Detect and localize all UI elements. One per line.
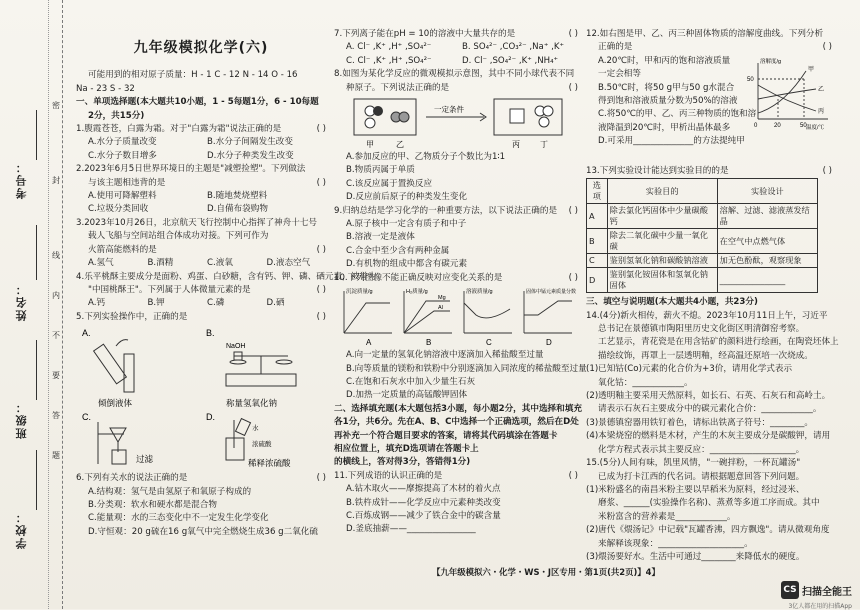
reaction-condition: 一定条件 — [434, 105, 464, 115]
fig-caption-a: 倾倒液体 — [98, 398, 133, 409]
graph-c-caption: C — [486, 338, 492, 348]
name-line — [36, 225, 37, 280]
lab-operations-figure — [76, 324, 326, 472]
cell-design: 加无色酚酞，观察现象 — [717, 254, 817, 268]
question-14-line: 工艺显示，青花瓷是在用含钴矿的颜料进行绘画，在陶瓷坯体上 — [598, 337, 839, 348]
label-jia: 甲 — [366, 140, 374, 150]
sub-question: (4)本梁烧窑的燃料是木材，产生的木灰主要成分是碳酸钾，请用 — [586, 431, 831, 442]
seal-char: 内 — [52, 291, 60, 300]
question-10: 10.下列图像不能正确反映对应变化关系的是 ( ) — [334, 272, 578, 283]
name-label: 姓名： — [15, 282, 28, 321]
graph-a-ylabel: 沉淀质量/g — [346, 289, 373, 296]
question-14: 14.(4分)新火相传，薪火不熄。2023年10月11日上午，习近平 — [586, 310, 828, 321]
table-row — [587, 229, 818, 254]
sub-question: 氧化钴：____________。 — [598, 377, 693, 388]
sub-question: 请表示石灰石主要成分中的碳元素化合价：____________。 — [598, 404, 822, 415]
option: B.溶液一定是液体 — [346, 232, 415, 243]
label-bing: 丙 — [512, 140, 520, 150]
question-8: 8.如图为某化学反应的微观模拟示意图，其中不同小球代表不同 — [334, 69, 575, 80]
question-12: 12.如右图是甲、乙、丙三种固体物质的溶解度曲线。下列分析 — [586, 29, 824, 39]
option: C.能量观：水的三态变化中不一定发生化学变化 — [88, 513, 269, 524]
option: A.原子核中一定含有质子和中子 — [346, 219, 467, 230]
table-row — [587, 204, 818, 229]
option: A.向一定量的氢氧化钠溶液中逐滴加入稀盐酸至过量 — [346, 350, 544, 361]
question-14-line: 总书记在景德镇市陶阳里历史文化街区明清御窑考察。 — [598, 324, 805, 335]
scanner-tagline: 3亿人都在用的扫描App — [788, 603, 852, 610]
option: C.百炼成钢——减少了铁合金中的碳含量 — [346, 510, 501, 521]
q12-block — [586, 55, 832, 165]
question-8-line: 种原子。下列说法正确的是 ( ) — [346, 82, 578, 93]
question-2-line: 与该主题相违背的是 ( ) — [88, 177, 326, 188]
school-label: 学校： — [15, 510, 28, 549]
seal-char: 题 — [52, 451, 60, 460]
option: D.水分子种类发生改变 — [207, 150, 294, 161]
options-row — [76, 136, 326, 149]
option: D.可采用______________的方法提纯甲 — [598, 136, 745, 147]
graph-a — [344, 291, 392, 333]
y-axis-label: 溶解度/g — [760, 58, 782, 65]
option: A.钻木取火——摩擦提高了木材的着火点 — [346, 484, 501, 495]
exam-no-label: 考号： — [15, 160, 28, 199]
option: A.氢气 — [88, 258, 114, 269]
pouring-liquid-illustration — [94, 340, 134, 392]
option: D.硒 — [266, 298, 285, 309]
section-heading: 2分，共15分) — [88, 110, 145, 121]
x-axis-label: 温度/℃ — [806, 124, 825, 131]
question-5: 5.下列实验操作中，正确的是 ( ) — [76, 311, 326, 322]
section-heading: 相应位置上，填充D选项请在答题卡上 — [334, 443, 479, 454]
molecule-ding — [535, 106, 553, 127]
x-tick: 20 — [774, 122, 781, 129]
table-row — [587, 254, 818, 268]
filtration-illustration — [98, 422, 126, 464]
option: D.液态空气 — [266, 258, 311, 269]
section-heading: 三、填空与说明题(本大题共4小题，共23分) — [586, 297, 758, 308]
water-label: 水 — [252, 425, 259, 433]
seal-char: 密 — [52, 101, 60, 110]
option: D. Cl⁻ ,SO₄²⁻ ,K⁺ ,NH₄⁺ — [462, 55, 559, 66]
seal-char: 答 — [52, 411, 60, 420]
graph-a-caption: A — [366, 338, 372, 348]
seal-char: 要 — [52, 371, 60, 380]
option: 液降温到20℃时，甲析出晶体最多 — [598, 122, 731, 133]
option: C.磷 — [207, 298, 225, 309]
section-heading: 二、选择填充题(本大题包括3小题，每小题2分，其中选择和填充 — [334, 403, 582, 414]
balance-illustration — [226, 352, 296, 386]
cell-design: 溶解、过滤、滤液蒸发结晶 — [717, 204, 817, 229]
product-box — [494, 99, 562, 135]
scanner-watermark — [781, 581, 852, 610]
options-row — [76, 190, 326, 203]
school-line — [36, 450, 37, 510]
fig-caption-c: 过滤 — [136, 454, 154, 465]
question-12-line: 正确的是 ( ) — [598, 42, 832, 53]
options-row — [76, 150, 326, 163]
option: C.液氧 — [207, 258, 233, 269]
column-2 — [334, 0, 587, 609]
sub-question: 磨浆、______(实验操作名称)、蒸煮等多道工序而成。其中 — [598, 498, 820, 509]
graph-b-al: Al — [438, 305, 443, 312]
fig-caption-b: 称量氢氧化钠 — [226, 398, 278, 409]
cell-option: A — [587, 204, 608, 229]
option: B.物质丙属于单质 — [346, 165, 415, 176]
seal-char: 封 — [52, 176, 60, 185]
header-goal: 实验目的 — [607, 179, 717, 204]
atomic-mass-line: 可能用到的相对原子质量：H - 1 C - 12 N - 14 O - 16 — [88, 70, 298, 81]
question-2: 2.2023年6月5日世界环境日的主题是"减塑捡塑"。下列做法 — [76, 164, 306, 175]
graph-b-mg: Mg — [438, 295, 446, 302]
question-9: 9.归纳总结是学习化学的一种重要方法，以下说法正确的是 ( ) — [334, 205, 578, 216]
graphs-figure — [334, 285, 578, 349]
experiment-table — [586, 178, 818, 293]
section-heading: 再补充一个符合题目要求的答案，请将其代码填涂在答题卡 — [334, 430, 558, 441]
graph-c-ylabel: 溶液质量/g — [466, 289, 493, 296]
sub-question: 化学方程式表示其主要反应：____________________。 — [598, 444, 805, 455]
question-3: 3.2023年10月26日，北京航天飞行控制中心指挥了神舟十七号 — [76, 217, 318, 228]
cell-goal: 鉴别氯化铵固体和氢氧化钠固体 — [607, 268, 717, 293]
option: A.使用可降解塑料 — [88, 191, 157, 202]
fig-label-d: D. — [206, 412, 215, 423]
option: D.釜底抽薪——________________ — [346, 524, 476, 535]
sub-question: (1)已知钴(Co)元素的化合价为+3价，请用化学式表示 — [586, 364, 793, 375]
option: D.自備布袋购物 — [207, 204, 268, 215]
option: B.50℃时，将50 g甲与50 g水混合 — [598, 82, 735, 93]
section-heading: 各1分，共6分。先在A、B、C中选择一个正确选项，然后在D处 — [334, 417, 579, 428]
fig-label-c: C. — [82, 412, 91, 423]
label-ding: 丁 — [540, 140, 548, 150]
sub-question: 米粉富含的营养素是____________。 — [598, 511, 736, 522]
class-label: 班级： — [15, 400, 28, 439]
graph-c — [464, 291, 512, 333]
cell-goal: 除去二氧化碳中少量一氧化碳 — [607, 229, 717, 254]
fig-label-b: B. — [206, 328, 215, 339]
option: B.分类观：软水和硬水都是混合物 — [88, 499, 217, 510]
x-tick: 0 — [754, 122, 758, 129]
naoh-label: NaOH — [226, 343, 246, 351]
graph-d-caption: D — [546, 338, 552, 348]
options-row — [76, 257, 326, 270]
header-design: 实验设计 — [717, 179, 817, 204]
option: C.合金中至少含有两种金属 — [346, 245, 450, 256]
reaction-micro-diagram — [334, 95, 578, 151]
graph-d — [524, 291, 572, 333]
question-7: 7.下列离子能在pH = 10的溶液中大量共存的是 ( ) — [334, 29, 578, 39]
table-header-row — [587, 179, 818, 204]
question-11: 11.下列成语的认识正确的是 ( ) — [334, 470, 578, 481]
option: B.钾 — [147, 298, 165, 309]
page-footer: 【九年级模拟六・化学・WS・J区专用・第1页(共2页)】4】 — [432, 567, 660, 577]
options-row — [334, 41, 578, 54]
option: D.守恒观：20 g硫在16 g氧气中完全燃烧生成36 g二氧化硫 — [88, 526, 318, 537]
graph-d-ylabel: 固体中锰元素质量分数 — [526, 289, 577, 296]
molecule-jia — [365, 106, 383, 128]
cell-goal: 鉴别氢氧化钠和碳酸钠溶液 — [607, 254, 717, 268]
label-yi: 乙 — [396, 140, 404, 150]
sub-question: (2)透明釉主要采用天然原料，如长石、石英、石灰石和高岭土。 — [586, 391, 831, 402]
atomic-mass-line: Na - 23 S - 32 — [76, 83, 135, 94]
section-heading: 的横线上，答对得3分，答错得1分) — [334, 457, 471, 468]
option: C.该反应属于置换反应 — [346, 178, 433, 189]
option: A.20℃时，甲和丙的饱和溶液质量 — [598, 55, 731, 66]
exam-no-line — [36, 110, 37, 160]
options-row — [334, 55, 578, 68]
option: 得到饱和溶液质量分数为50%的溶液 — [598, 96, 738, 107]
column-3 — [586, 0, 839, 609]
molecule-bing — [510, 109, 524, 123]
question-14-line: 描绘纹饰，再罩上一层透明釉，经高温还原培一次烧成。 — [598, 350, 813, 361]
option: A.水分子质量改变 — [88, 137, 157, 148]
option: B.随地焚烧塑料 — [207, 191, 268, 202]
question-13: 13.下列实验设计能达到实验目的的是 ( ) — [586, 165, 832, 176]
question-4-line: "中国桃酥王"。下列属于人体微量元素的是 ( ) — [88, 284, 326, 295]
cell-goal: 除去氯化钙固体中少量碳酸钙 — [607, 204, 717, 229]
graph-b-ylabel: H₂质量/g — [406, 289, 428, 296]
option: B.铁杵成针——化学反应中元素种类改变 — [346, 497, 501, 508]
option: A.结构观：氢气是由氢原子和氧原子构成的 — [88, 486, 252, 497]
sub-question: (3)景德镇窑器用铁钉着色，请标出铁离子符号：________。 — [586, 417, 814, 428]
cell-design: 在空气中点燃气体 — [717, 229, 817, 254]
option: D.有机物的组成中都含有碳元素 — [346, 259, 468, 270]
acid-label: 浓硫酸 — [252, 441, 272, 449]
option: C.水分子数目增多 — [88, 150, 157, 161]
molecule-yi — [391, 112, 409, 122]
seal-dotted-line — [48, 0, 49, 609]
x-tick: 50 — [800, 122, 807, 129]
cell-option: C — [587, 254, 608, 268]
seal-char: 不 — [52, 331, 60, 340]
question-1: 1.腹霞苍苍，白露为霜。对于"白露为霜"说法正确的是 ( ) — [76, 124, 326, 135]
question-4: 4.乐平桃酥主要成分是面粉、鸡蛋、白砂糖，含有钙、钾、磷、硒元素，被誉为 — [76, 271, 377, 282]
option: D.反应前后原子的种类发生变化 — [346, 192, 468, 203]
option: B.水分子间隔发生改变 — [207, 137, 293, 148]
paper-title: 九年级模拟化学(六) — [133, 40, 269, 56]
seal-char: 线 — [52, 251, 60, 260]
option: B.向等质量的镁粉和铁粉中分别逐滴加入同浓度的稀盐酸至过量 — [346, 363, 587, 374]
fig-caption-d: 稀释浓硫酸 — [248, 458, 291, 469]
graph-b-caption: B — [426, 338, 432, 348]
question-15-line: 已成为打卡江西的代名词。请根据题意回答下列问题。 — [598, 471, 805, 482]
scanner-name: 扫描全能王 — [802, 586, 852, 598]
sub-question: (3)煨汤要好水。生活中可通过________来降低水的硬度。 — [586, 551, 805, 562]
binding-strip — [0, 0, 63, 609]
option: C. Cl⁻ ,K⁺ ,H⁺ ,SO₄²⁻ — [346, 55, 432, 66]
question-6: 6.下列有关水的说法正确的是 ( ) — [76, 473, 326, 484]
fig-label-a: A. — [82, 328, 91, 339]
table-row — [587, 268, 818, 293]
option: B.酒精 — [147, 258, 174, 269]
cell-option: D — [587, 268, 608, 293]
sub-question: (2)唐代《煨汤记》中记载"瓦罐香沸，四方飘逸"。请从微观角度 — [586, 525, 830, 536]
curve-bing-label: 丙 — [818, 108, 825, 115]
scanner-logo-icon: CS — [781, 581, 799, 599]
cell-option: B — [587, 229, 608, 254]
option: C.在饱和石灰水中加入少量生石灰 — [346, 376, 476, 387]
option: C.垃圾分类回收 — [88, 204, 149, 215]
curve-yi-label: 乙 — [818, 86, 825, 93]
question-3-line: 载人飞船与空间站组合体成功对接。下列可作为 — [88, 231, 269, 242]
dilution-illustration — [226, 419, 250, 460]
question-15: 15.(5分)人间有味，凯里风情，"一碗拌粉，一杯瓦罐汤" — [586, 458, 801, 469]
option: B. SO₄²⁻ ,CO₃²⁻ ,Na⁺ ,K⁺ — [462, 42, 564, 53]
option: 一定会相等 — [598, 69, 641, 80]
option: A.参加反应的甲、乙物质分子个数比为1∶1 — [346, 152, 506, 163]
sub-question: (1)米粉盛名的南昌米粉主要以早稻米为原料，经过浸米、 — [586, 484, 805, 495]
section-heading: 一、单项选择题(本大题共10小题，1 - 5每题1分，6 - 10每题 — [76, 97, 319, 108]
question-3-line: 火箭高能燃料的是 ( ) — [88, 244, 326, 255]
curve-jia-label: 甲 — [808, 66, 815, 73]
curve-bing — [758, 85, 816, 111]
class-line — [36, 340, 37, 400]
options-row — [76, 203, 326, 216]
cell-design: ________________ — [717, 268, 817, 293]
option: A. Cl⁻ ,K⁺ ,H⁺ ,SO₄²⁻ — [346, 42, 432, 53]
option: D.加热一定质量的高锰酸钾固体 — [346, 390, 468, 401]
sub-question: 来解释该现象：____________________。 — [598, 538, 753, 549]
solubility-curve-figure — [744, 55, 832, 135]
header-option: 选项 — [587, 179, 608, 204]
option: C.将50℃的甲、乙、丙三种物质的饱和溶 — [598, 109, 757, 120]
y-tick: 50 — [747, 76, 754, 83]
options-row — [76, 297, 326, 310]
option: A.钙 — [88, 298, 106, 309]
